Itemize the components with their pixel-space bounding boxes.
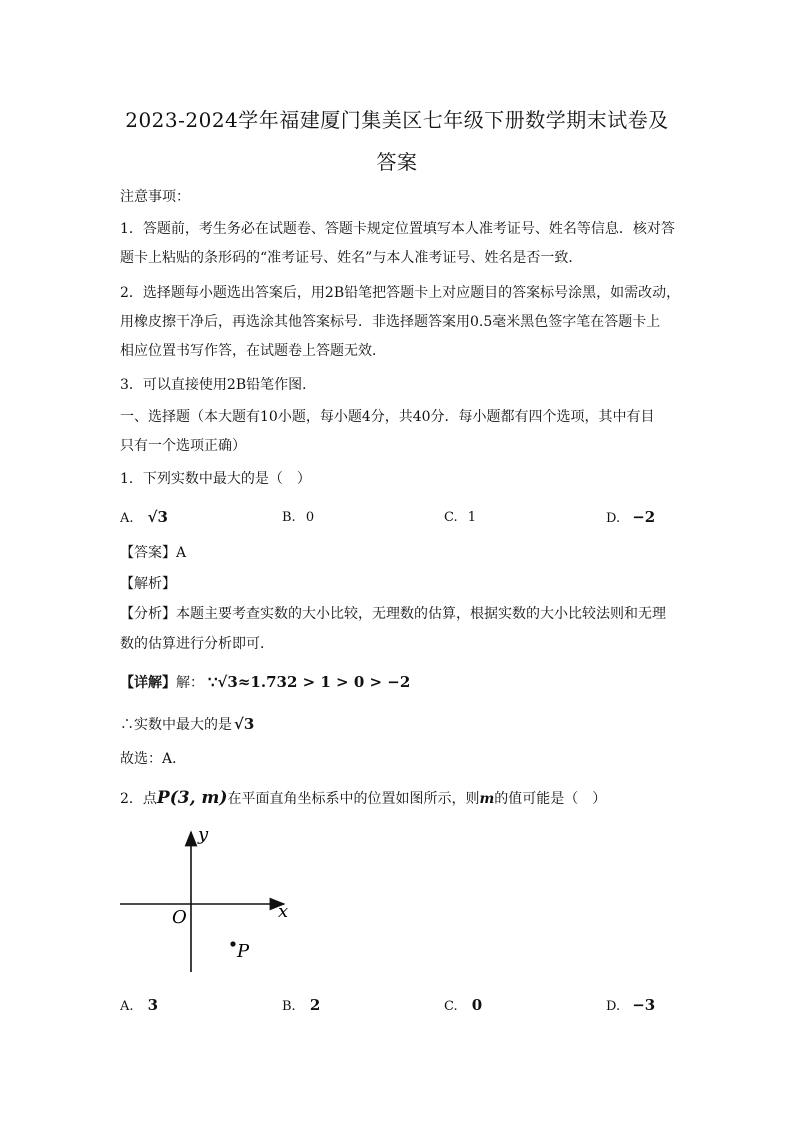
notice-heading: 注意事项： xyxy=(120,189,190,205)
q2-option-a xyxy=(120,996,158,1014)
q1-option-d-value: −2 xyxy=(632,508,656,526)
q2-stem-prefix: 2．点 xyxy=(120,791,157,807)
q2-option-b xyxy=(282,996,320,1014)
notice-2c: 相应位置书写作答，在试题卷上答题无效． xyxy=(120,343,386,359)
q1-fenxi-a xyxy=(120,603,666,623)
q1-fenxi-tag: 【分析】 xyxy=(120,606,176,622)
q2-stem-mid: 在平面直角坐标系中的位置如图所示，则 xyxy=(227,791,480,807)
section-heading-b: 只有一个选项正确） xyxy=(120,438,246,454)
q1-option-b xyxy=(282,510,314,525)
q1-detail-tag: 【详解】 xyxy=(120,675,176,691)
coordinate-figure xyxy=(110,822,310,982)
q1-option-a-label: A. xyxy=(120,511,134,526)
q2-stem xyxy=(120,788,606,808)
q1-option-d xyxy=(606,508,655,526)
q1-answer xyxy=(120,542,186,562)
q1-detail-math: ∵√3≈1.732 > 1 > 0 > −2 xyxy=(208,673,411,691)
point-p-label: P xyxy=(237,941,250,962)
q2-option-d-label: D. xyxy=(606,999,621,1014)
q1-option-b-label: B. xyxy=(282,510,296,525)
q1-option-c-value: 1 xyxy=(467,510,477,525)
q1-option-b-value: 0 xyxy=(305,510,315,525)
q2-option-b-value: 2 xyxy=(309,996,321,1014)
q2-option-c-label: C. xyxy=(444,999,458,1014)
x-axis-label: x xyxy=(278,901,289,922)
doc-title-line1: 2023-2024学年福建厦门集美区七年级下册数学期末试卷及 xyxy=(125,108,669,132)
q1-analysis-tag: 【解析】 xyxy=(120,576,176,592)
q2-option-c-value: 0 xyxy=(471,996,483,1014)
q1-therefore-value: √3 xyxy=(234,715,255,733)
q1-choose: 故选：A． xyxy=(120,751,187,767)
point-p xyxy=(230,941,235,946)
q1-option-c xyxy=(444,510,476,525)
notice-1b: 题卡上粘贴的条形码的“准考证号、姓名”与本人准考证号、姓名是否一致． xyxy=(120,250,583,266)
q2-option-a-label: A. xyxy=(120,999,134,1014)
q2-option-b-label: B. xyxy=(282,999,296,1014)
q1-fenxi-text: 本题主要考查实数的大小比较，无理数的估算，根据实数的大小比较法则和无理 xyxy=(176,606,666,622)
q1-option-a-value: √3 xyxy=(147,508,168,526)
doc-title-line2: 答案 xyxy=(376,150,418,174)
notice-2b: 用橡皮擦干净后，再选涂其他答案标号．非选择题答案用0.5毫米黑色签字笔在答题卡上 xyxy=(120,314,661,330)
section-heading-a: 一、选择题（本大题有10小题，每小题4分，共40分．每小题都有四个选项，其中有目 xyxy=(120,409,655,425)
q2-stem-point: P(3, m) xyxy=(156,788,228,808)
notice-3: 3．可以直接使用2B铅笔作图． xyxy=(120,377,317,393)
notice-2a: 2．选择题每小题选出答案后，用2B铅笔把答题卡上对应题目的答案标号涂黑，如需改动， xyxy=(120,285,681,301)
q1-option-c-label: C. xyxy=(444,510,458,525)
origin-label: O xyxy=(172,907,187,928)
q1-answer-value: A xyxy=(176,545,187,561)
q2-option-c xyxy=(444,996,482,1014)
q1-therefore-text: ∴实数中最大的是 xyxy=(120,717,232,733)
q1-fenxi-b: 数的估算进行分析即可． xyxy=(120,636,274,652)
q1-therefore xyxy=(120,714,254,734)
q1-detail xyxy=(120,672,410,692)
q1-option-d-label: D. xyxy=(606,511,621,526)
q1-detail-prefix: 解： xyxy=(176,675,204,691)
q1-option-a xyxy=(120,508,168,526)
q2-stem-suffix: 的值可能是（ ） xyxy=(494,791,607,807)
notice-1a: 1．答题前，考生务必在试题卷、答题卡规定位置填写本人准考证号、姓名等信息．核对答 xyxy=(120,221,675,237)
y-axis-label: y xyxy=(198,824,209,845)
q1-answer-tag: 【答案】 xyxy=(120,545,176,561)
q2-option-d xyxy=(606,996,655,1014)
q2-stem-var: m xyxy=(479,791,495,807)
q2-option-a-value: 3 xyxy=(147,996,159,1014)
q1-stem: 1．下列实数中最大的是（ ） xyxy=(120,471,311,487)
q2-option-d-value: −3 xyxy=(632,996,656,1014)
